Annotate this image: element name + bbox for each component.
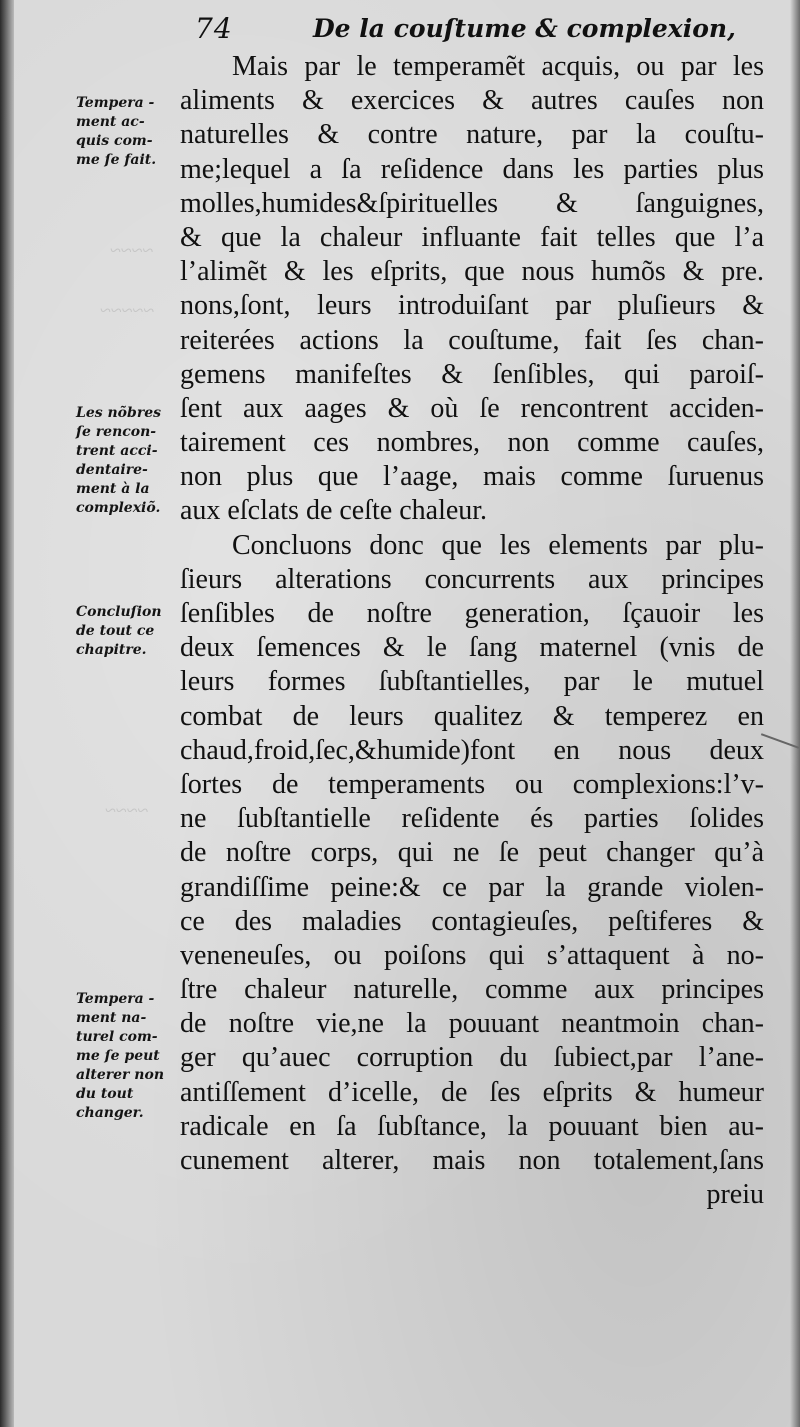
text-line: ſtre chaleur naturelle, comme aux principes	[180, 974, 764, 1006]
text-line: chaud,froid,ſec,&humide)font en nous deux	[180, 734, 764, 766]
text-line: non plus que l’aage, mais comme ſuruenus	[180, 461, 764, 493]
text-line: ſenſibles de noſtre generation, ſçauoir les	[180, 598, 764, 629]
text-line: antiſſement d’icelle, de ſes eſprits & humeur	[180, 1076, 764, 1108]
margin-note: Concluſion de tout ce chapitre.	[76, 604, 162, 658]
text-line: de noſtre vie,ne la pouuant neantmoin chan-	[180, 1008, 764, 1040]
margin-note: Les nõbres ſe rencon- trent acci- dentaire- ment à la complexiõ.	[76, 405, 161, 516]
text-line: radicale en ſa ſubſtance, la pouuant bien au-	[180, 1110, 764, 1142]
bleed-through-mark: ~~~~	[110, 240, 154, 262]
margin-note: Tempera - ment ac- quis com- me ſe fait.	[76, 95, 157, 168]
page-number: 74	[195, 12, 233, 45]
margin-note: Tempera - ment na- turel com- me ſe peut alterer non du tout changer.	[76, 991, 164, 1121]
page-header	[195, 12, 765, 46]
text-line: ger qu’auec corruption du ſubiect,par l’ane-	[180, 1042, 764, 1074]
text-line: grandiſſime peine:& ce par la grande violen-	[180, 871, 764, 903]
text-line: veneneuſes, ou poiſons qui s’attaquent à no-	[180, 939, 764, 971]
catchword: preiu	[706, 1179, 764, 1211]
text-line: cunement alterer, mais non totalement,ſans	[180, 1145, 764, 1176]
bleed-through-mark: ~~~~	[105, 800, 149, 822]
text-line: combat de leurs qualitez & temperez en	[180, 700, 764, 732]
text-line: l’alimẽt & les eſprits, que nous humõs & pre.	[180, 256, 764, 288]
text-line: ſent aux aages & où ſe rencontrent acciden-	[180, 392, 764, 424]
text-line: reiterées actions la couſtume, fait ſes chan-	[180, 324, 764, 356]
text-line: naturelles & contre nature, par la couſtu-	[180, 119, 764, 151]
text-line: Concluons donc que les elements par plu-	[232, 529, 764, 561]
bleed-through-mark: ~~~~~	[100, 300, 155, 322]
text-line: gemens manifeſtes & ſenſibles, qui paroiſ-	[180, 358, 764, 390]
text-line: & que la chaleur influante fait telles que l’a	[180, 221, 764, 253]
text-line: ne ſubſtantielle reſidente és parties ſolides	[180, 803, 764, 835]
text-line: nons,ſont, leurs introduiſant par pluſieurs &	[180, 290, 764, 322]
text-line: me;lequel a ſa reſidence dans les parties plus	[180, 153, 764, 185]
text-line: aliments & exercices & autres cauſes non	[180, 85, 764, 117]
text-line: ce des maladies contagieuſes, peſtiferes &	[180, 905, 764, 937]
text-line: molles,humides&ſpirituelles & ſanguignes,	[180, 187, 764, 219]
text-line: aux eſclats de ceſte chaleur.	[180, 495, 488, 527]
text-line: ſortes de temperaments ou complexions:l’v-	[180, 768, 764, 800]
scan-edge-mark	[761, 733, 799, 749]
running-head: De la couſtume & complexion,	[313, 14, 736, 43]
text-line: deux ſemences & le ſang maternel (vnis de	[180, 632, 764, 664]
text-line: ſieurs alterations concurrents aux principes	[180, 563, 764, 595]
text-line: Mais par le temperamẽt acquis, ou par les	[232, 51, 764, 82]
text-line: tairement ces nombres, non comme cauſes,	[180, 427, 764, 459]
text-line: leurs formes ſubſtantielles, par le mutuel	[180, 666, 764, 698]
text-line: de noſtre corps, qui ne ſe peut changer qu’à	[180, 837, 764, 869]
body-text	[180, 50, 764, 1212]
